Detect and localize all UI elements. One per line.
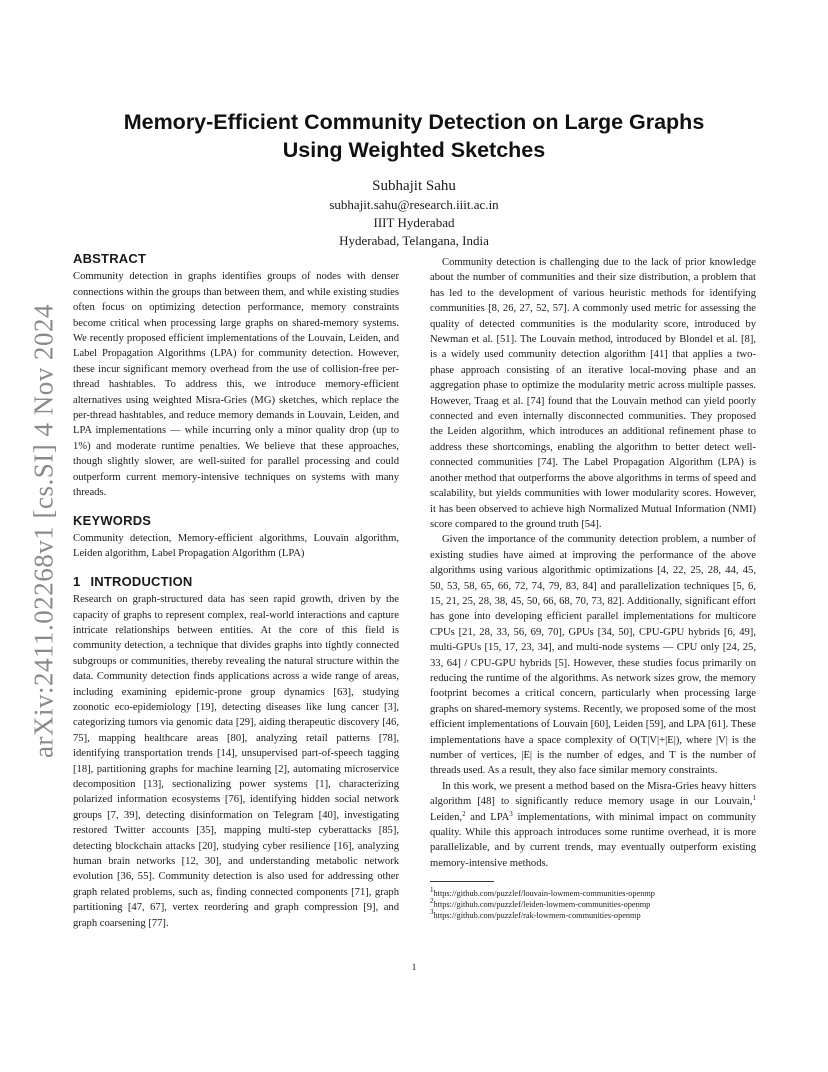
introduction-paragraph-1: Research on graph-structured data has seen rapid growth, driven by the capacity of graphs to represent complex, real-world interactions and capture intricate relationships between entities. At the core of this field is community detection, a technique that divides graphs into tightly connected subgroups or communities, thereby revealing the natural structure within the data. Community detection finds applications across a wide range of areas, including examining epidemic-prone group dynamics [63], studying zoonotic eco-epidemiology [19], detecting diseases like lung cancer [3], categorizing tumors via genomic data [29], aiding therapeutic discovery [46, 75], mapping healthcare areas [80], analyzing retail patterns [78], identifying transportation trends [14], unsupervised part-of-speech tagging [18], partitioning graphs for machine learning [2], automating microservice decomposition [13], sectionalizing power systems [1], characterizing polarized information ecosystems [76], identifying hidden social network groups [7, 39], detecting disinformation on Telegram [40], investigating restored Twitter accounts [35], mapping multi-step cyberattacks [85], detecting blockchain attacks [20], studying cyber resilience [16], analyzing human brain networks [12, 30], and understanding metabolic network evolution [36, 55]. Community detection is also used for addressing other graph related problems, such as, finding connected components [71], graph partitioning [47, 67], vertex reordering and graph compression [9], and graph coarsening [77]. <box>73 594 399 929</box>
introduction-heading <box>73 574 399 589</box>
keywords-heading: KEYWORDS <box>73 512 152 528</box>
introduction-paragraph-4: In this work, we present a method based on the Misra-Gries heavy hitters algorithm [48] to significantly reduce memory usage in our Louvain,$^1$ Leiden,$^2$ and LPA$^3$ implementations, with minimal impact on community quality. While this approach introduces some runtime overhead, it is more parallelizable, and by current trends, may eventually outperform existing memory-intensive methods. <box>430 780 756 869</box>
paper-title: Memory-Efficient Community Detection on Large Graphs Using Weighted Sketches <box>123 110 705 162</box>
author-email: subhajit.sahu@research.iiit.ac.in <box>329 197 499 212</box>
page-number: 1 <box>411 963 417 973</box>
footnote-2-link[interactable]: https://github.com/puzzlef/leiden-lowmem-communities-openmp <box>433 900 651 910</box>
section-title: INTRODUCTION <box>90 573 193 589</box>
footnote-2: $^2$https://github.com/puzzlef/leiden-lowmem-communities-openmp <box>430 897 651 910</box>
footnote-ref-2[interactable]: 2 <box>462 809 466 818</box>
footnote-3-link[interactable]: https://github.com/puzzlef/rak-lowmem-communities-openmp <box>433 911 641 921</box>
footnote-divider <box>430 881 494 882</box>
introduction-paragraph-3: Given the importance of the community detection problem, a number of existing studies have aimed at improving the performance of the above algorithms using various algorithmic optimizations [4, 22, 25, 28, 44, 45, 50, 53, 58, 65, 66, 72, 74, 79, 83, 84] and parallelization techniques [5, 6, 15, 21, 25, 28, 38, 45, 50, 66, 68, 70, 73, 82]. Additionally, significant effort has gone into developing efficient parallel implementations for multicore CPUs [21, 28, 33, 56, 69, 70], GPUs [34, 50], CPU-GPU hybrids [6, 49], multi-GPUs [15, 17, 23, 34], and multi-node systems — CPU only [24, 25, 33, 64] / CPU-GPU hybrids [5]. However, these studies focus primarily on reducing the runtime of the algorithms. As network sizes grow, the memory footprint becomes a critical concern, particularly when processing large graphs on shared-memory systems. Recently, we proposed some of the most efficient implementations of Louvain [60], Leiden [59], and LPA [61]. These implementations have a space complexity of O(T|V|+|E|), where |V| is the number of vertices, |E| is the number of edges, and T is the number of threads used. As a result, they also face similar memory constraints. <box>430 534 756 777</box>
abstract-heading: ABSTRACT <box>73 251 147 266</box>
left-column <box>73 251 399 931</box>
arxiv-identifier-stamp <box>22 296 66 766</box>
footnote-1: $^1$https://github.com/puzzlef/louvain-lowmem-communities-openmp <box>430 886 655 899</box>
author-location: Hyderabad, Telangana, India <box>339 233 489 248</box>
footnote-ref-1[interactable]: 1 <box>752 794 756 803</box>
author-name: Subhajit Sahu <box>372 178 456 194</box>
keywords-text: Community detection, Memory-efficient algorithms, Louvain algorithm, Leiden algorithm, Label Propagation Algorithm (LPA) <box>73 532 399 560</box>
introduction-paragraph-2: Community detection is challenging due to the lack of prior knowledge about the number of communities and their size distribution, a problem that has led to the development of various heuristic methods for identifying communities [8, 26, 27, 52, 57]. A commonly used metric for assessing the quality of detected communities is the modularity score, introduced by Newman et al. [51]. The Louvain method, introduced by Blondel et al. [8], is a widely used community detection algorithm [41] that applies a two-phase approach consisting of an iterative local-moving phase and an aggregation phase to optimize the modularity metric across multiple passes. However, Traag et al. [74] found that the Louvain method can yield poorly connected and even internally disconnected communities. They proposed the Leiden algorithm, which introduces an additional refinement phase to address these shortcomings, enabling the algorithm to better detect well-connected communities [74]. The Label Propagation Algorithm (LPA) is another method that outperforms the above algorithms in terms of speed and scalability, but yields communities with lower modularity scores. However, it has been observed to achieve high Normalized Mutual Information (NMI) score compared to the ground truth [54]. <box>430 257 756 530</box>
abstract-text: Community detection in graphs identifies groups of nodes with denser connections within the groups than between them, and while existing studies often focus on optimizing detection performance, memory constraints become critical when processing large graphs on shared-memory systems. We recently proposed efficient implementations of the Louvain, Leiden, and Label Propagation Algorithms (LPA) for community detection. However, these incur significant memory overhead from the use of collision-free per-thread hashtables. To address this, we introduce memory-efficient alternatives using weighted Misra-Gries (MG) sketches, which replace the per-thread hashtables, and reduce memory demands in Louvain, Leiden, and LPA implementations — while incurring only a minor quality drop (up to 1%) and moderate runtime penalties. We believe that these approaches, though slightly slower, are well-suited for parallel processing and could outperform current memory-intensive techniques on systems with many threads. <box>73 271 399 499</box>
arxiv-identifier-text: arXiv:2411.02268v1 [cs.SI] 4 Nov 2024 <box>28 304 59 758</box>
footnote-ref-3[interactable]: 3 <box>509 809 513 818</box>
section-number: 1 <box>73 573 81 589</box>
footnote-3: $^3$https://github.com/puzzlef/rak-lowmem-communities-openmp <box>430 908 641 921</box>
author-affiliation: IIIT Hyderabad <box>373 215 455 230</box>
footnote-1-link[interactable]: https://github.com/puzzlef/louvain-lowmem-communities-openmp <box>433 889 655 899</box>
right-column <box>430 255 756 921</box>
author-block <box>214 176 614 250</box>
